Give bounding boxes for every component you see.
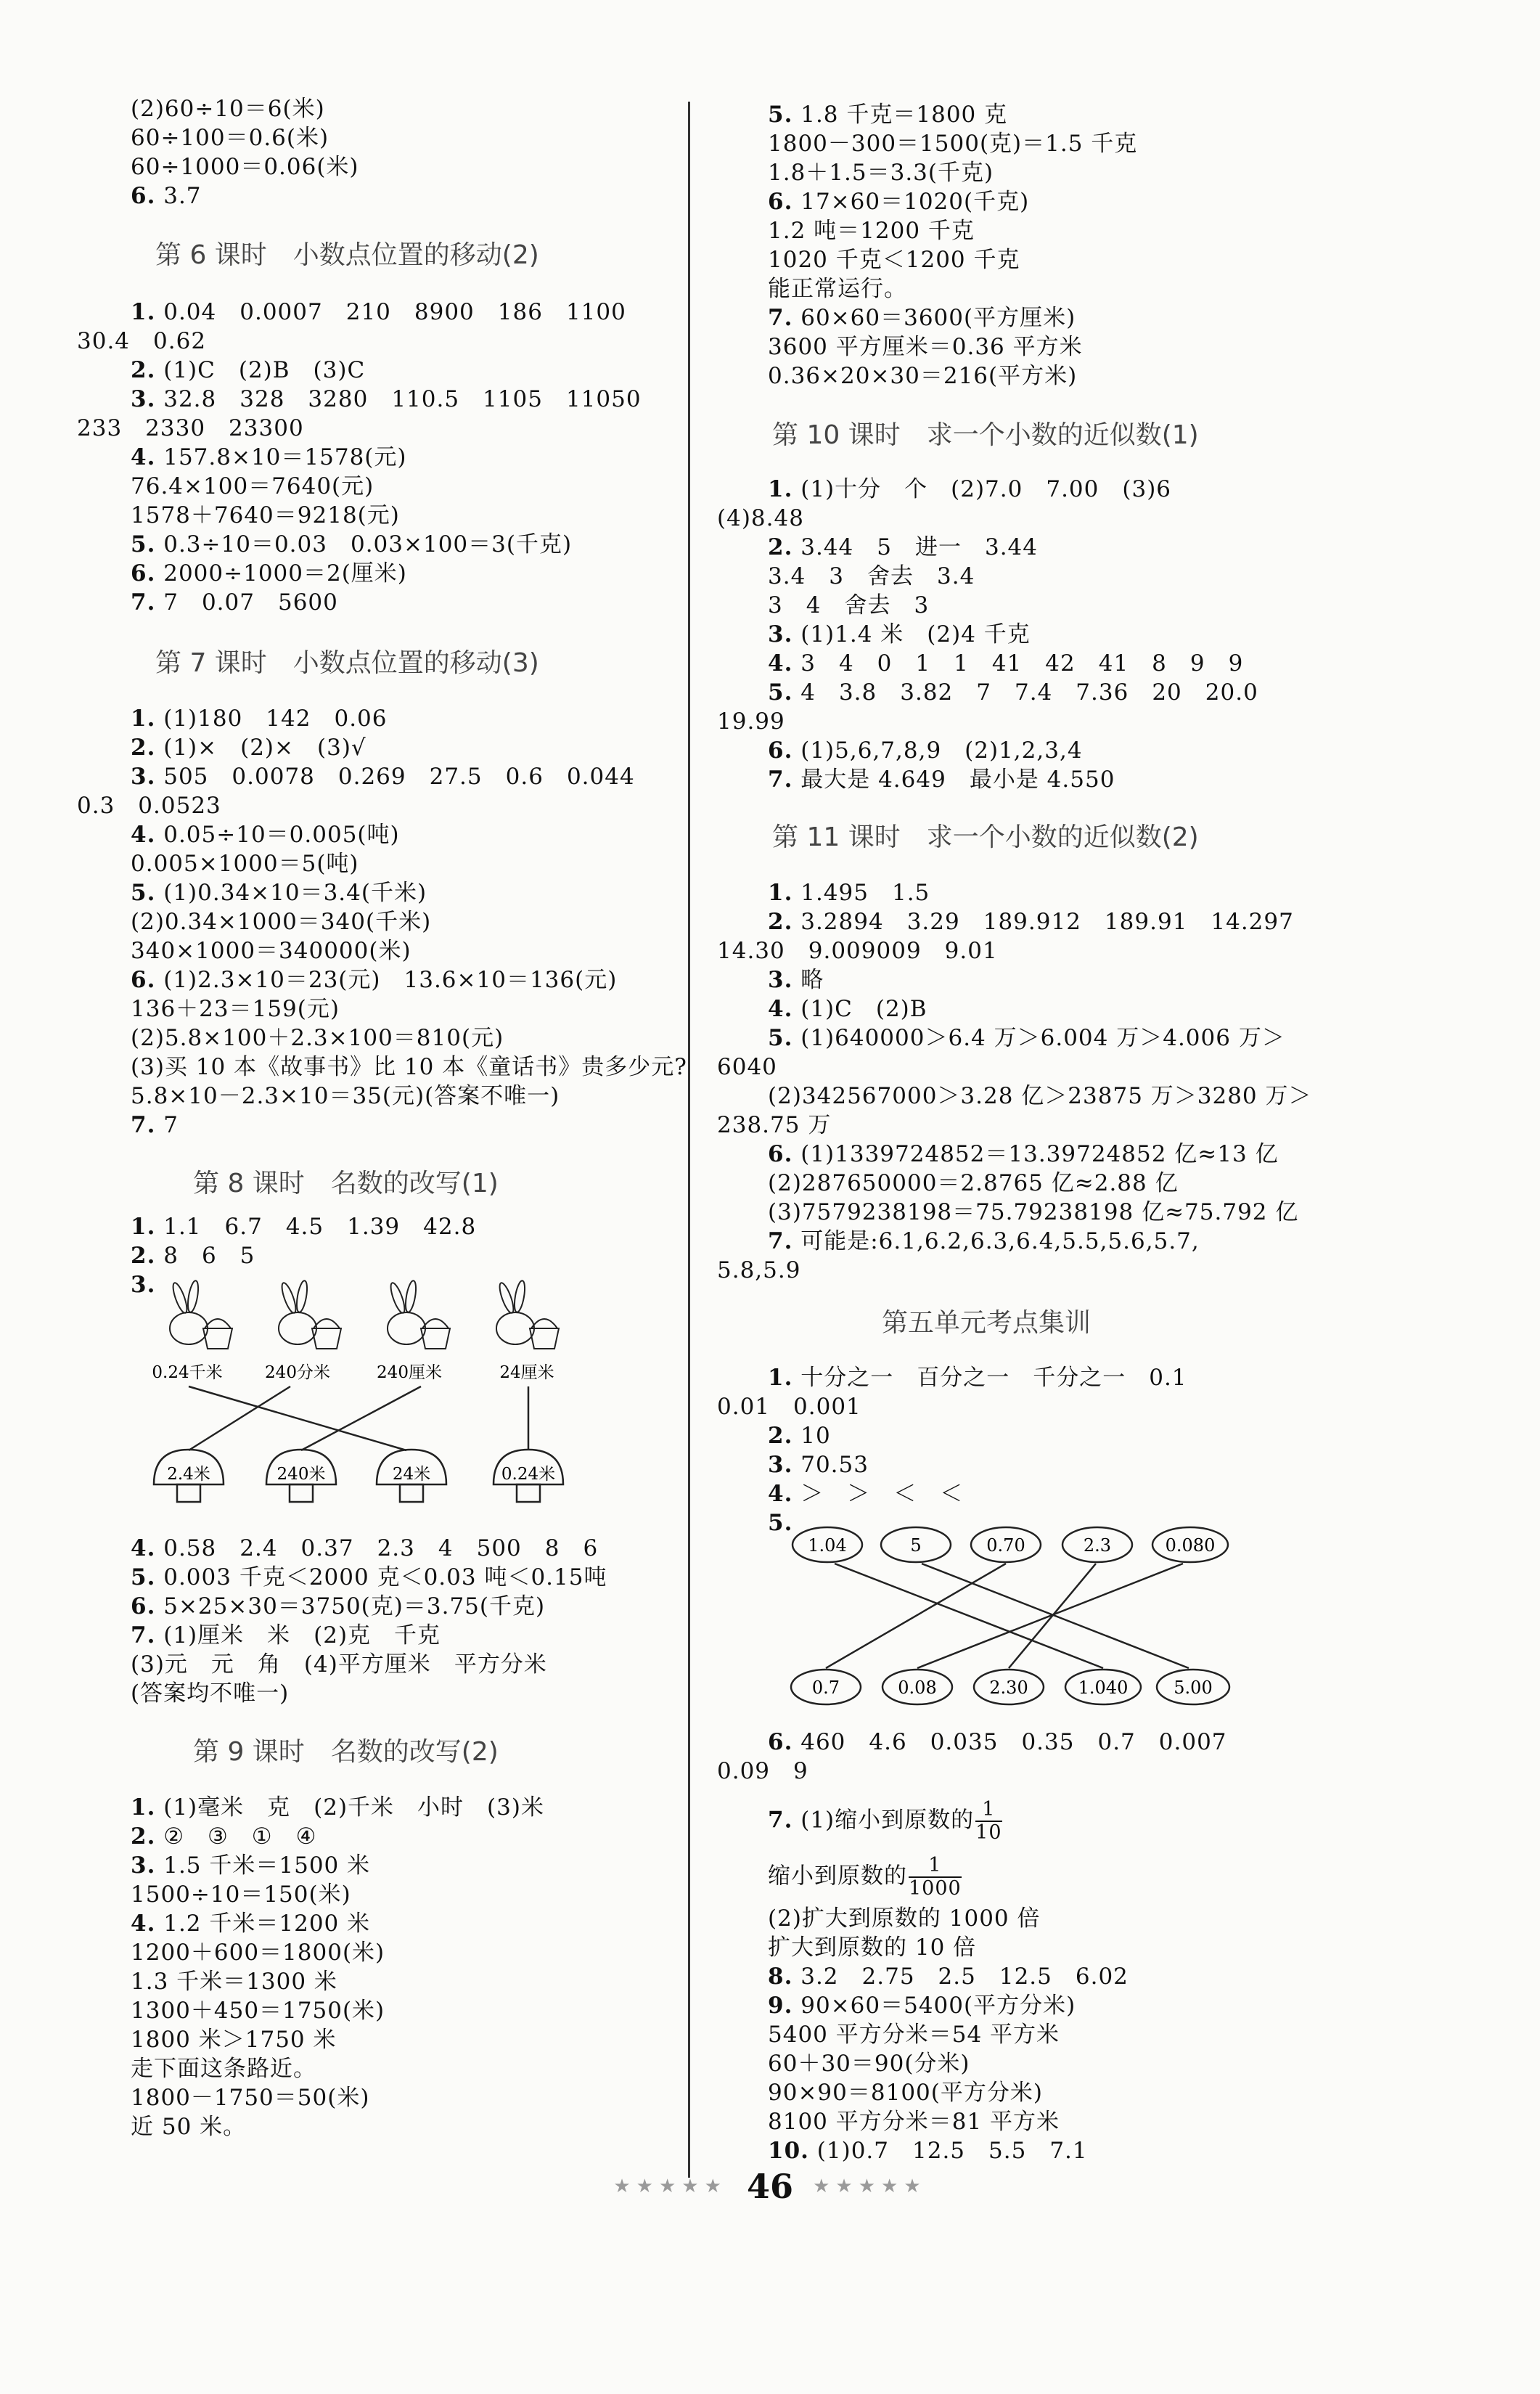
answer-line: 6. 5×25×30＝3750(克)＝3.75(千克) [131,1593,546,1619]
answer-line: 4. 3 4 0 1 1 41 42 41 8 9 9 [768,650,1244,677]
answer-line: 19.99 [717,708,785,735]
answer-line: 1. (1)十分 个 (2)7.0 7.00 (3)6 [768,476,1172,502]
answer-line: 6. (1)1339724852＝13.39724852 亿≈13 亿 [768,1141,1279,1167]
answer-line: 238.75 万 [717,1112,832,1138]
page-footer [0,2167,1540,2206]
answer-line: (2)5.8×100＋2.3×100＝810(元) [131,1025,504,1051]
mushroom-label: 0.24米 [501,1465,556,1484]
match-line [301,1386,421,1450]
answer-line: 能正常运行。 [768,276,907,302]
answer-line: 4. 0.05÷10＝0.005(吨) [131,822,400,848]
answer-line: 6. (1)2.3×10＝23(元) 13.6×10＝136(元) [131,967,618,993]
answer-line: 3. 70.53 [768,1452,869,1478]
match-line [189,1386,290,1450]
answer-line: 2. 3.2894 3.29 189.912 189.91 14.297 [768,909,1294,935]
answer-line: 6. 460 4.6 0.035 0.35 0.7 0.007 [768,1729,1227,1755]
answer-line: 5. [768,1510,793,1536]
answer-line: (2)60÷10＝6(米) [131,96,325,122]
answer-line: 1. 1.1 6.7 4.5 1.39 42.8 [131,1214,477,1240]
answer-line: 1200＋600＝1800(米) [131,1940,385,1966]
answer-line: (2)0.34×1000＝340(千米) [131,909,432,935]
answer-line: 缩小到原数的 $\frac{1}{1000}$ [768,1854,962,1900]
fraction: $\frac{1}{10}$ [975,1798,1002,1844]
answer-line: 4. 157.8×10＝1578(元) [131,444,407,470]
answer-line: 0.36×20×30＝216(平方米) [768,363,1078,389]
answer-line: 1800－1750＝50(米) [131,2085,370,2111]
answer-line: 3. (1)1.4 米 (2)4 千克 [768,621,1031,647]
answer-line: 5. 0.003 千克＜2000 克＜0.03 吨＜0.15吨 [131,1564,607,1590]
answer-line: 4. 1.2 千米＝1200 米 [131,1911,371,1937]
answer-line: 7. 最大是 4.649 最小是 4.550 [768,767,1115,793]
oval-label: 0.080 [1165,1535,1216,1556]
answer-line: 3 4 舍去 3 [768,592,930,618]
answer-line: 3. 505 0.0078 0.269 27.5 0.6 0.044 [131,764,635,790]
answer-line: (4)8.48 [717,505,804,531]
answer-line: 5.8,5.9 [717,1257,801,1283]
oval-label: 2.3 [1083,1535,1112,1556]
answer-line: (3)元 元 角 (4)平方厘米 平方分米 [131,1651,547,1678]
answer-line: 3600 平方厘米＝0.36 平方米 [768,334,1083,360]
rabbit-icon [388,1280,450,1349]
answer-line: 7. (1)缩小到原数的 $\frac{1}{10}$ [768,1798,1002,1844]
answer-line: 340×1000＝340000(米) [131,938,411,964]
answer-line: 6. 2000÷1000＝2(厘米) [131,560,407,587]
answer-line: 90×90＝8100(平方分米) [768,2080,1043,2106]
answer-line: 2. (1)× (2)× (3)√ [131,735,366,761]
answer-line: 4. ＞ ＞ ＜ ＜ [768,1481,964,1507]
answer-line: 7. 可能是:6.1,6.2,6.3,6.4,5.5,5.6,5.7, [768,1228,1200,1254]
answer-line: 1800－300＝1500(克)＝1.5 千克 [768,131,1138,157]
rabbit-label: 24厘米 [499,1363,554,1382]
match-line [835,1564,1103,1668]
page-number: 46 [746,2167,793,2206]
answer-line: 1. 0.04 0.0007 210 8900 186 1100 [131,299,626,325]
answer-line: 3. 1.5 千米＝1500 米 [131,1852,371,1879]
answer-line: 1020 千克＜1200 千克 [768,247,1020,273]
answer-line: 7. 7 [131,1112,179,1138]
answer-line: 1. (1)180 142 0.06 [131,706,388,732]
answer-line: 5. 4 3.8 3.82 7 7.4 7.36 20 20.0 [768,679,1258,706]
answer-line: 5.8×10－2.3×10＝35(元)(答案不唯一) [131,1083,560,1109]
mushroom-label: 2.4米 [167,1465,210,1484]
answer-line: 3.4 3 舍去 3.4 [768,563,975,589]
answer-line: 1300＋450＝1750(米) [131,1998,385,2024]
answer-line: 7. 60×60＝3600(平方厘米) [768,305,1076,331]
answer-line: 1500÷10＝150(米) [131,1882,351,1908]
answer-line: 1. (1)毫米 克 (2)千米 小时 (3)米 [131,1794,544,1821]
oval-label: 2.30 [989,1678,1028,1698]
answer-line: 4. (1)C (2)B [768,996,927,1022]
answer-line: 60÷100＝0.6(米) [131,125,329,151]
rabbit-icon [496,1280,559,1349]
section-heading: 第五单元考点集训 [882,1308,1091,1338]
answer-line: 5400 平方分米＝54 平方米 [768,2022,1060,2048]
answer-line: 5. (1)0.34×10＝3.4(千米) [131,880,427,906]
answer-line: 5. 0.3÷10＝0.03 0.03×100＝3(千克) [131,531,573,557]
rabbit-mushroom-figure [145,1278,617,1517]
answer-line: 1.8＋1.5＝3.3(千克) [768,160,994,186]
rabbit-icon [170,1280,232,1349]
answer-line: 1800 米＞1750 米 [131,2027,337,2053]
mushroom-label: 24米 [392,1465,431,1484]
answer-line: 6. 3.7 [131,183,202,209]
oval-label: 5 [910,1535,922,1556]
answer-line: 5. 1.8 千克＝1800 克 [768,102,1008,128]
rabbit-icon [279,1280,341,1349]
answer-line: 6. 17×60＝1020(千克) [768,189,1030,215]
section-heading: 第 7 课时 小数点位置的移动(3) [155,648,539,678]
oval-label: 1.04 [808,1535,847,1556]
answer-line: 8100 平方分米＝81 平方米 [768,2109,1060,2135]
answer-line: (答案均不唯一) [131,1680,290,1707]
answer-line: 3. 略 [768,967,824,993]
answer-line: 60÷1000＝0.06(米) [131,154,359,180]
answer-line: 76.4×100＝7640(元) [131,473,374,499]
answer-line: 4. 0.58 2.4 0.37 2.3 4 500 8 6 [131,1535,599,1561]
answer-line: 6. (1)5,6,7,8,9 (2)1,2,3,4 [768,738,1083,764]
mushroom-label: 240米 [277,1465,326,1484]
match-line [917,1564,1183,1668]
section-heading: 第 8 课时 名数的改写(1) [193,1169,499,1198]
fraction: $\frac{1}{1000}$ [909,1854,962,1900]
oval-label: 1.040 [1078,1678,1129,1698]
answer-line: 7. 7 0.07 5600 [131,589,338,616]
answer-line: 10. (1)0.7 12.5 5.5 7.1 [768,2138,1088,2164]
answer-line: 0.3 0.0523 [77,793,221,819]
star-decoration-right: ★★★★★ [813,2176,927,2197]
answer-line: 1578＋7640＝9218(元) [131,502,400,528]
answer-line: 走下面这条路近。 [131,2056,316,2082]
answer-line: 8. 3.2 2.75 2.5 12.5 6.02 [768,1964,1129,1990]
answer-line: 7. (1)厘米 米 (2)克 千克 [131,1622,441,1649]
answer-line: (2)287650000＝2.8765 亿≈2.88 亿 [768,1170,1179,1196]
oval-label: 0.08 [898,1678,937,1698]
answer-line: 2. ② ③ ① ④ [131,1823,317,1850]
match-line [922,1564,1189,1668]
star-decoration-left: ★★★★★ [613,2176,727,2197]
answer-line: (2)342567000＞3.28 亿＞23875 万＞3280 万＞ [768,1083,1312,1109]
answer-line: 6040 [717,1054,777,1080]
answer-line: (3)7579238198＝75.79238198 亿≈75.792 亿 [768,1199,1299,1225]
rabbit-label: 240分米 [265,1363,330,1382]
rabbit-label: 240厘米 [377,1363,442,1382]
match-line [189,1386,406,1450]
section-heading: 第 6 课时 小数点位置的移动(2) [155,240,539,270]
answer-line: 1.2 吨＝1200 千克 [768,218,975,244]
column-divider [688,102,690,2178]
oval-matching-figure [791,1517,1241,1713]
answer-line: 5. (1)640000＞6.4 万＞6.004 万＞4.006 万＞ [768,1025,1285,1051]
section-heading: 第 10 课时 求一个小数的近似数(1) [772,420,1199,450]
answer-line: 0.09 9 [717,1758,808,1784]
answer-line: 14.30 9.009009 9.01 [717,938,998,964]
answer-line: 3. 32.8 328 3280 110.5 1105 11050 [131,386,642,412]
answer-line: 3. [131,1272,156,1298]
answer-line: 2. 8 6 5 [131,1243,255,1269]
answer-line: 近 50 米。 [131,2114,247,2140]
answer-line: 1.3 千米＝1300 米 [131,1969,337,1995]
answer-line: (2)扩大到原数的 1000 倍 [768,1905,1041,1932]
answer-line: 2. (1)C (2)B (3)C [131,357,366,383]
oval-label: 0.70 [986,1535,1025,1556]
answer-line: 30.4 0.62 [77,328,207,354]
match-line [826,1564,1006,1668]
oval-label: 5.00 [1174,1678,1213,1698]
answer-line: 1. 十分之一 百分之一 千分之一 0.1 [768,1365,1187,1391]
section-heading: 第 11 课时 求一个小数的近似数(2) [772,822,1199,852]
answer-line: 扩大到原数的 10 倍 [768,1935,977,1961]
answer-line: 0.01 0.001 [717,1394,861,1420]
answer-line: 9. 90×60＝5400(平方分米) [768,1993,1076,2019]
rabbit-label: 0.24千米 [152,1363,223,1382]
answer-line: 60＋30＝90(分米) [768,2051,970,2077]
answer-line: 0.005×1000＝5(吨) [131,851,359,877]
answer-line: 1. 1.495 1.5 [768,880,930,906]
answer-line: 2. 10 [768,1423,831,1449]
answer-line: 233 2330 23300 [77,415,304,441]
answer-line: (3)买 10 本《故事书》比 10 本《童话书》贵多少元? [131,1054,687,1080]
answer-line: 2. 3.44 5 进一 3.44 [768,534,1038,560]
answer-line: 136＋23＝159(元) [131,996,340,1022]
section-heading: 第 9 课时 名数的改写(2) [193,1737,499,1767]
oval-label: 0.7 [811,1678,840,1698]
